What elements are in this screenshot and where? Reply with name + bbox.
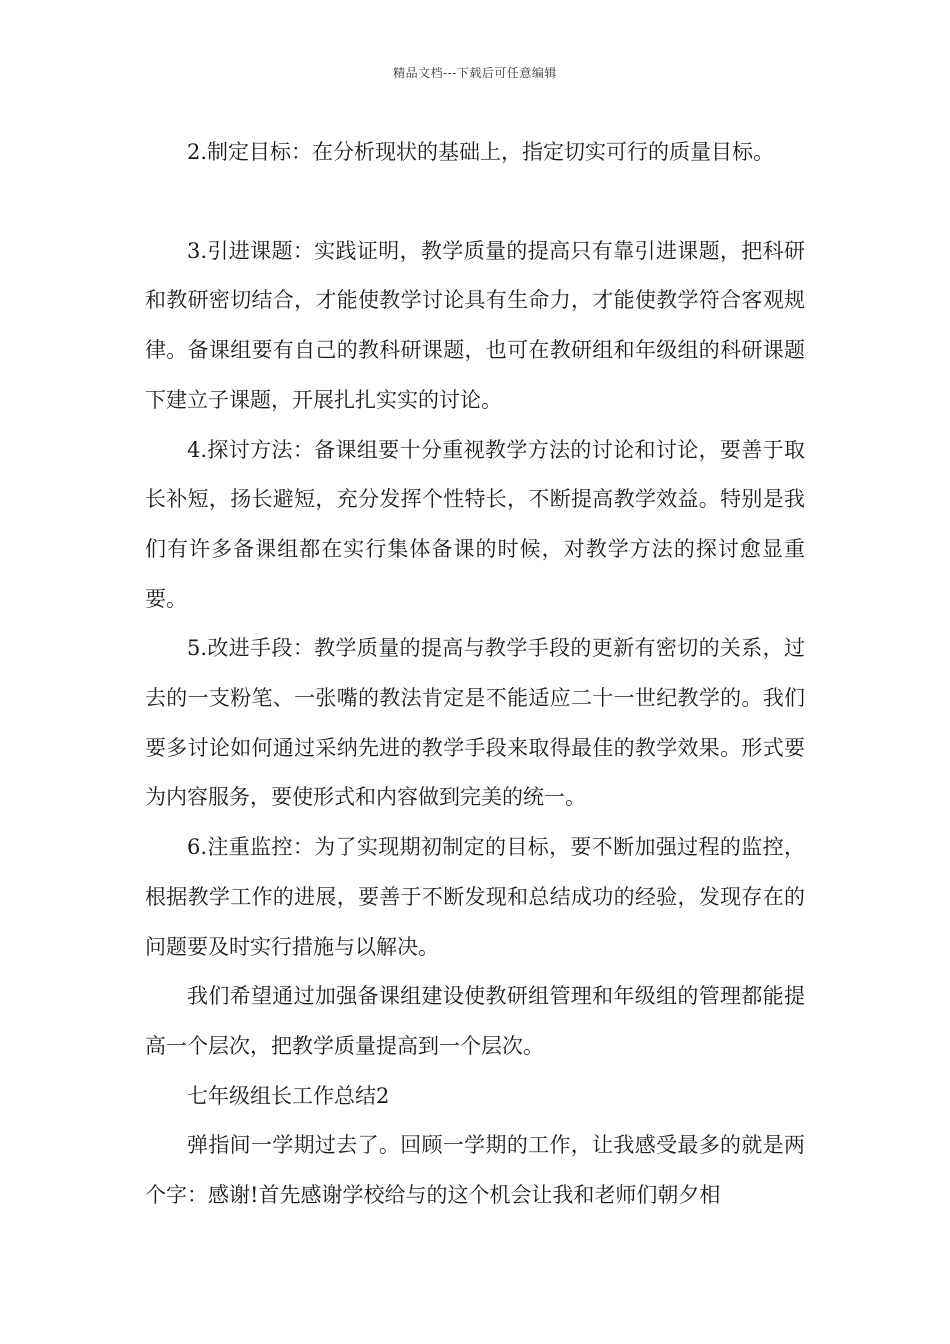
paragraph-monitoring: 6.注重监控：为了实现期初制定的目标，要不断加强过程的监控，根据教学工作的进展，要善于不断发现和总结成功的经验，发现存在的问题要及时实行措施与以解决。 <box>145 835 805 959</box>
section-title: 七年级组长工作总结2 <box>187 1083 390 1108</box>
paragraph-methods: 4.探讨方法：备课组要十分重视教学方法的讨论和讨论，要善于取长补短，扬长避短，充分发挥个性特长，不断提高教学效益。特别是我们有许多备课组都在实行集体备课的时候，对教学方法的探讨愈显重要。 <box>145 437 805 611</box>
paragraph-means: 5.改进手段：教学质量的提高与教学手段的更新有密切的关系，过去的一支粉笔、一张嘴的教法肯定是不能适应二十一世纪教学的。我们要多讨论如何通过采纳先进的教学手段来取得最佳的教学效果。形式要为内容服务，要使形式和内容做到完美的统一。 <box>145 636 805 810</box>
paragraph-topics: 3.引进课题：实践证明，教学质量的提高只有靠引进课题，把科研和教研密切结合，才能使教学讨论具有生命力，才能使教学符合客观规律。备课组要有自己的教科研课题，也可在教研组和年级组的科研课题下建立子课题，开展扎扎实实的讨论。 <box>145 238 805 412</box>
paragraph-goal: 2.制定目标：在分析现状的基础上，指定切实可行的质量目标。 <box>187 140 775 164</box>
paragraph-summary-intro: 弹指间一学期过去了。回顾一学期的工作，让我感受最多的就是两个字：感谢!首先感谢学校给与的这个机会让我和老师们朝夕相 <box>145 1133 805 1208</box>
paragraph-hope: 我们希望通过加强备课组建设使教研组管理和年级组的管理都能提高一个层次，把教学质量提高到一个层次。 <box>145 984 805 1058</box>
page-header: 精品文档---下载后可任意编辑 <box>393 66 557 80</box>
document-body <box>145 128 805 1221</box>
